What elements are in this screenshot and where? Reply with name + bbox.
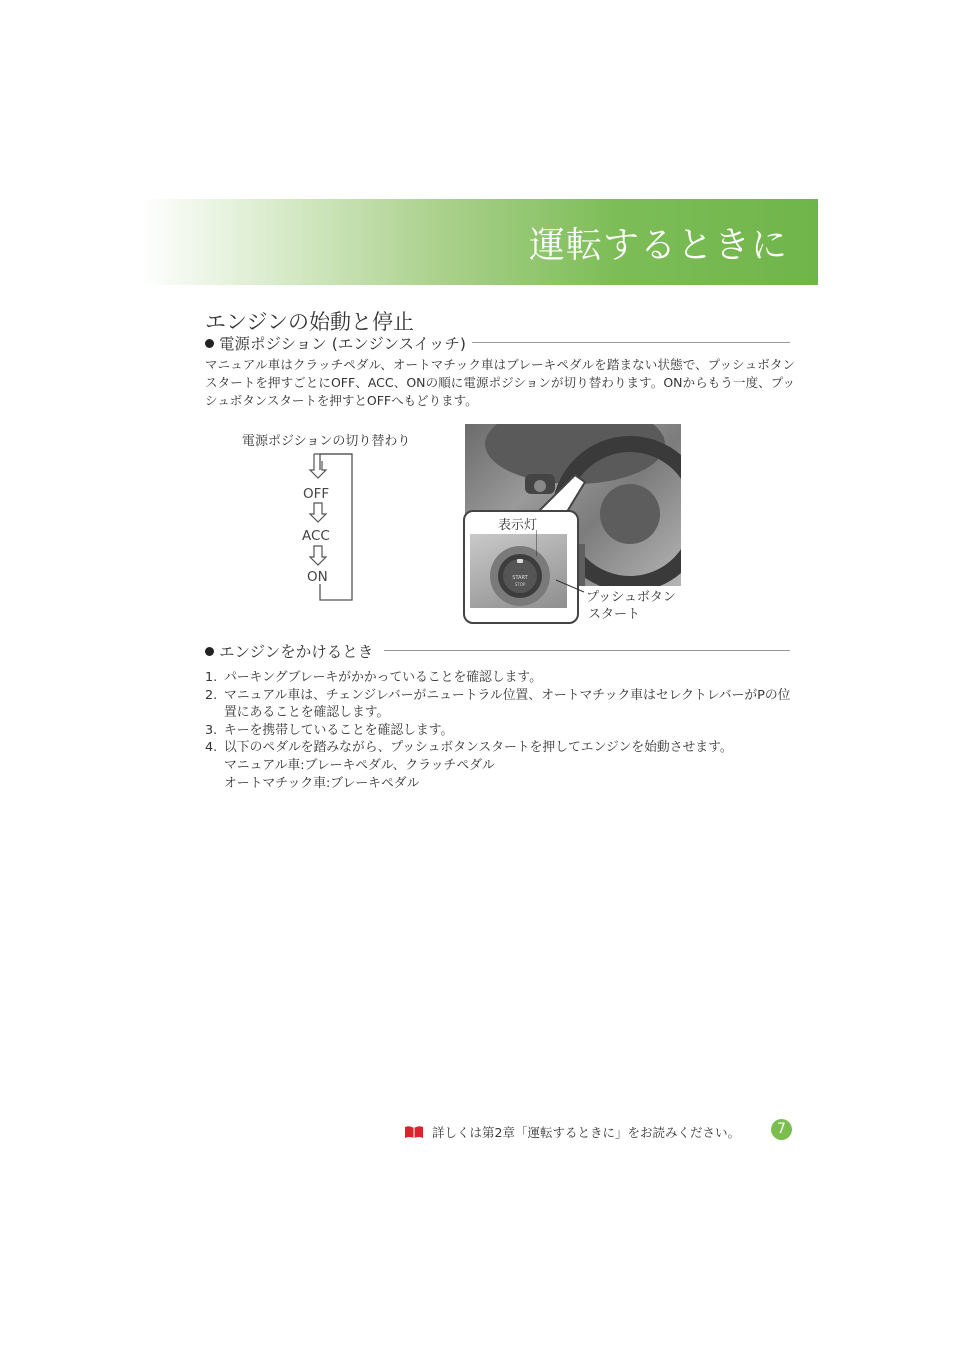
- subheading-engine-start: [205, 640, 373, 662]
- chapter-title: 運転するときに: [528, 225, 788, 266]
- step-item: 3. キーを携帯していることを確認します。: [205, 722, 454, 738]
- bullet-icon: [205, 647, 214, 656]
- step-item: 2. マニュアル車は、チェンジレバーがニュートラル位置、オートマチック車はセレクトレバーがPの位: [205, 687, 791, 703]
- footer-note-text: 詳しくは第2章「運転するときに」をお読みください。: [432, 1125, 740, 1140]
- step-item: 4. 以下のペダルを踏みながら、プッシュボタンスタートを押してエンジンを始動させます。: [205, 740, 733, 756]
- bullet-icon: [205, 339, 214, 348]
- step4-sub-item: オートマチック車:ブレーキペダル: [224, 775, 420, 791]
- subheading-engine-start-text: エンジンをかけるとき: [219, 643, 374, 661]
- power-position-paragraph: マニュアル車はクラッチペダル、オートマチック車はブレーキペダルを踏まない状態で、プッシュボタンスタートを押すごとにOFF、ACC、ONの順に電源ポジションが切り替わります。ONからもう一度、プッシュボタンスタートを押すとOFFへもどります。: [205, 357, 795, 408]
- section-title: エンジンの始動と停止: [205, 310, 414, 334]
- step-item: 1. パーキングブレーキがかかっていることを確認します。: [205, 670, 543, 685]
- chapter-banner: [141, 199, 818, 285]
- diagram-caption: 電源ポジションの切り替わり: [242, 434, 411, 449]
- position-on: ON: [307, 569, 328, 585]
- step-continuation: 置にあることを確認します。: [224, 705, 390, 721]
- footer-note: [404, 1123, 740, 1141]
- position-off: OFF: [303, 486, 330, 502]
- step4-sub-item: マニュアル車:ブレーキペダル、クラッチペダル: [224, 757, 495, 773]
- push-button-label-1: プッシュボタン: [586, 590, 676, 605]
- divider: [384, 650, 790, 651]
- page-number: 7: [771, 1119, 792, 1140]
- engine-start-steps: [205, 669, 790, 792]
- book-icon: [404, 1125, 424, 1139]
- subheading-power-position-text: 電源ポジション (エンジンスイッチ): [219, 335, 466, 353]
- subheading-power-position: [205, 332, 466, 354]
- divider: [472, 342, 790, 343]
- indicator-label: 表示灯: [498, 518, 538, 533]
- svg-text:START: START: [512, 575, 528, 581]
- position-acc: ACC: [302, 528, 330, 544]
- push-button-label-2: スタート: [588, 607, 641, 622]
- svg-text:STOP: STOP: [514, 582, 526, 587]
